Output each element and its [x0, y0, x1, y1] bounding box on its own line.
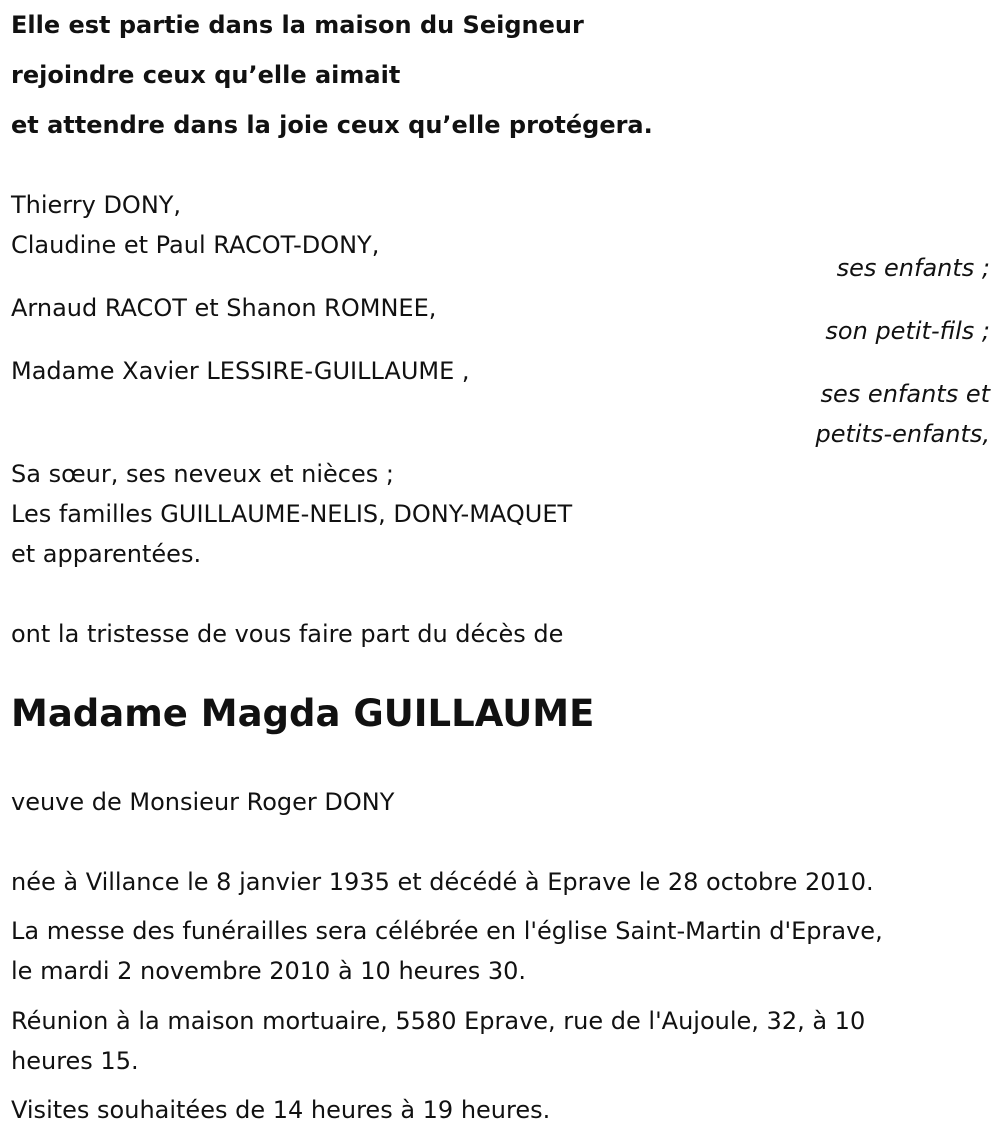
- verse-line-3: et attendre dans la joie ceux qu’elle protégera.: [11, 111, 653, 139]
- family-xavier: Madame Xavier LESSIRE-GUILLAUME ,: [11, 357, 470, 385]
- verse-line-1: Elle est partie dans la maison du Seigneur: [11, 11, 584, 39]
- deceased-name: Madame Magda GUILLAUME: [11, 692, 595, 735]
- family-families: Les familles GUILLAUME-NELIS, DONY-MAQUET: [11, 500, 573, 528]
- family-child-2: Claudine et Paul RACOT-DONY,: [11, 231, 380, 259]
- announcement: ont la tristesse de vous faire part du décès de: [11, 620, 564, 648]
- grandchild-relation: son petit-fils ;: [825, 317, 990, 345]
- family-sister: Sa sœur, ses neveux et nièces ;: [11, 460, 394, 488]
- visits: Visites souhaitées de 14 heures à 19 heures.: [11, 1096, 551, 1124]
- xavier-relation-line-2: petits-enfants,: [815, 420, 990, 448]
- widow-of: veuve de Monsieur Roger DONY: [11, 788, 395, 816]
- family-related: et apparentées.: [11, 540, 202, 568]
- meeting-line-1: Réunion à la maison mortuaire, 5580 Eprave, rue de l'Aujoule, 32, à 10: [11, 1007, 866, 1035]
- mass-line-1: La messe des funérailles sera célébrée en l'église Saint-Martin d'Eprave,: [11, 917, 883, 945]
- children-relation: ses enfants ;: [836, 254, 990, 282]
- mass-line-2: le mardi 2 novembre 2010 à 10 heures 30.: [11, 957, 527, 985]
- verse-line-2: rejoindre ceux qu’elle aimait: [11, 61, 401, 89]
- birth-death: née à Villance le 8 janvier 1935 et décédé à Eprave le 28 octobre 2010.: [11, 868, 874, 896]
- family-child-1: Thierry DONY,: [11, 191, 182, 219]
- family-grandchild: Arnaud RACOT et Shanon ROMNEE,: [11, 294, 437, 322]
- meeting-line-2: heures 15.: [11, 1047, 139, 1075]
- xavier-relation-line-1: ses enfants et: [820, 380, 990, 408]
